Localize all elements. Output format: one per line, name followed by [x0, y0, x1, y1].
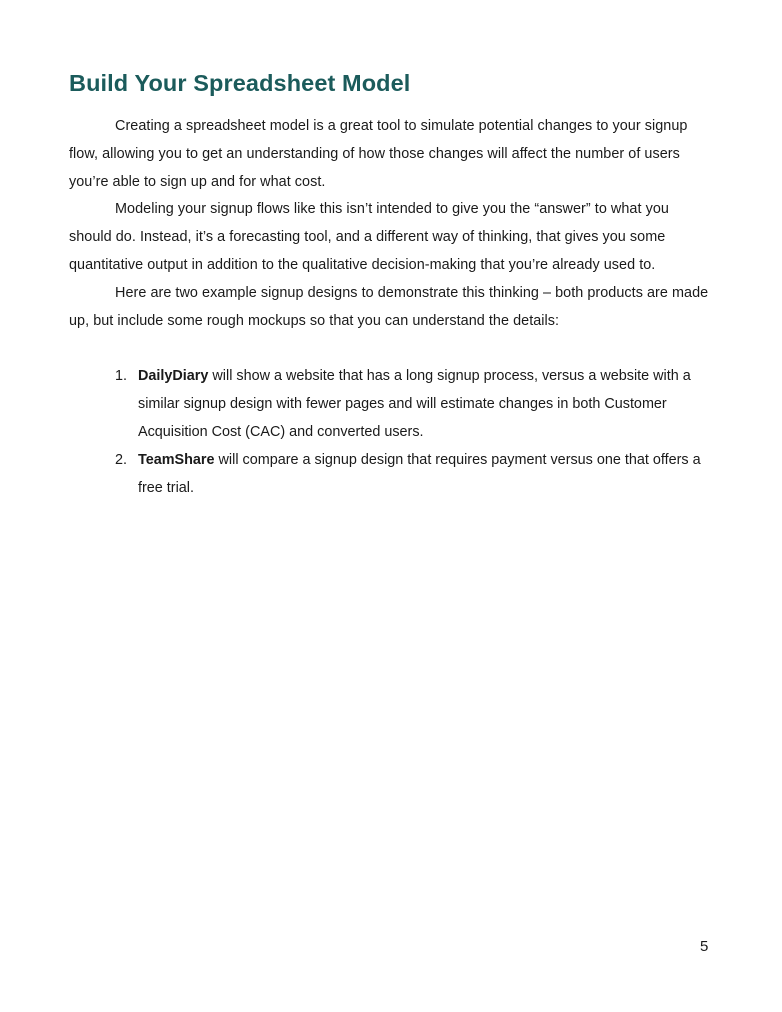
list-item: [69, 447, 711, 503]
list-number: 2.: [115, 451, 128, 468]
page-number: 5: [700, 938, 709, 955]
paragraph-examples: Here are two example signup designs to demonstrate this thinking – both products are made up, but include some rough mockups so that you can understand the details:: [69, 284, 709, 329]
product-name-dailydiary: DailyDiary: [138, 368, 209, 385]
section-title: Build Your Spreadsheet Model: [69, 70, 411, 96]
paragraph-modeling: Modeling your signup flows like this isn’t intended to give you the “answer” to what you should do. Instead, it’s a forecasting tool, and a different way of thinking, that gives you some quantitative output in addition to the qualitative decision-making that you’re already used to.: [69, 201, 669, 273]
list-number: 1.: [115, 368, 128, 385]
list-item: [69, 363, 711, 446]
paragraph-intro: Creating a spreadsheet model is a great tool to simulate potential changes to your signup flow, allowing you to get an understanding of how those changes will affect the number of users you’re able to sign up and for what cost.: [69, 118, 688, 190]
page-content: [69, 66, 711, 502]
product-name-teamshare: TeamShare: [138, 451, 215, 468]
list-item-text: will compare a signup design that requires payment versus one that offers a free trial.: [138, 451, 701, 496]
list-item-text: will show a website that has a long signup process, versus a website with a similar signup design with fewer pages and will estimate changes in both Customer Acquisition Cost (CAC) and converted users.: [138, 368, 691, 440]
example-list: [69, 363, 711, 502]
body-text: [69, 113, 711, 335]
